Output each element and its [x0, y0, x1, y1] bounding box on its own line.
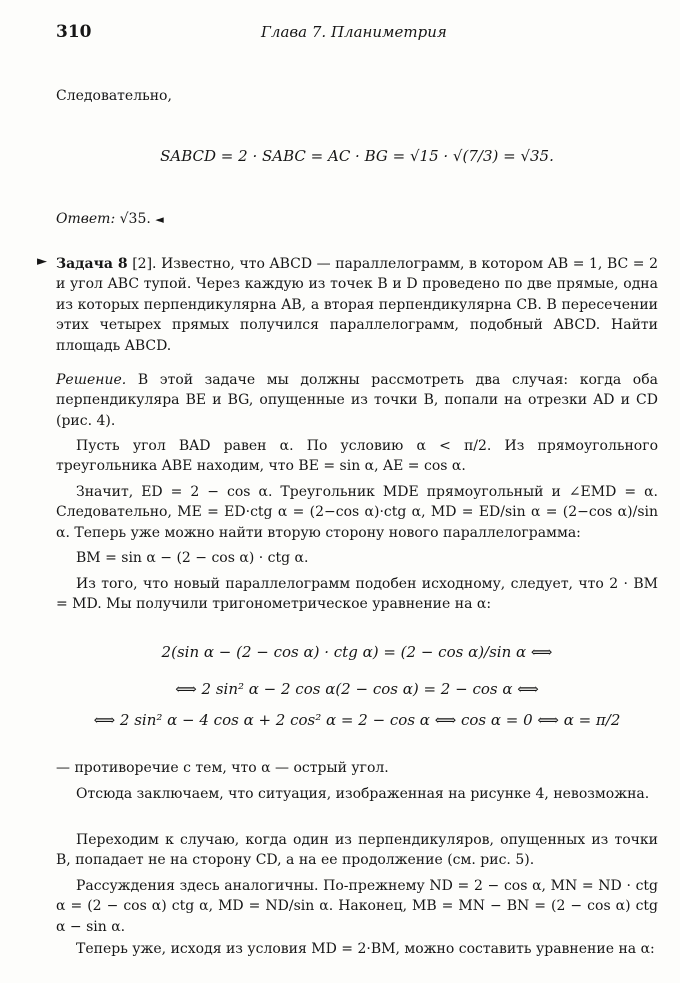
task-reference: [2]. [132, 256, 157, 272]
solution-label: Решение. [56, 372, 127, 388]
paragraph-teper: Теперь уже, исходя из условия MD = 2·BM, можно составить уравнение на α: [76, 941, 655, 957]
page-header [56, 22, 658, 46]
answer-line [56, 209, 658, 230]
task-marker-icon: ► [37, 254, 47, 269]
running-head: Глава 7. Планиметрия [261, 23, 447, 41]
paragraph-contradiction: — противоречие с тем, что α — острый угол. [56, 760, 389, 776]
task-text: Известно, что ABCD — параллелограмм, в котором AB = 1, BC = 2 и угол ABC тупой. Через каждую из точек B и D проведено по две прямые, одна из которых перпендикулярна AB, а вторая перпендикулярна CB. В пересечении этих четырех прямых получился параллелограмм, подобный ABCD. Найти площадь ABCD. [56, 256, 658, 354]
equation-line-2: ⟺ 2 sin² α − 2 cos α(2 − cos α) = 2 − cos α ⟺ [175, 680, 539, 698]
paragraph-otsyuda: Отсюда заключаем, что ситуация, изображенная на рисунке 4, невозможна. [76, 786, 650, 802]
solution-text: В этой задаче мы должны рассмотреть два случая: когда оба перпендикуляра BE и BG, опущенные из точки B, попали на отрезки AD и CD (рис. 4). [56, 372, 659, 429]
equation-bm: BM = sin α − (2 − cos α) · ctg α. [76, 550, 309, 566]
page-number: 310 [56, 22, 92, 42]
task-label: Задача 8 [56, 256, 128, 272]
equation-line-1: 2(sin α − (2 − cos α) · ctg α) = (2 − cos α)/sin α ⟺ [161, 643, 553, 661]
equation-area: SABCD = 2 · SABC = AC · BG = √15 · √(7/3) = √35. [160, 147, 554, 165]
equation-line-3: ⟺ 2 sin² α − 4 cos α + 2 cos² α = 2 − cos α ⟺ cos α = 0 ⟺ α = π/2 [93, 711, 621, 729]
paragraph-rassuzhdeniya: Рассуждения здесь аналогичны. По-прежнему ND = 2 − cos α, MN = ND · ctg α = (2 − cos α) ctg α, MD = ND/sin α. Наконец, MB = MN − BN = (2 − cos α) ctg α − sin α. [56, 878, 658, 935]
paragraph-iz-togo: Из того, что новый параллелограмм подобен исходному, следует, что 2 · BM = MD. Мы получили тригонометрическое уравнение на α: [56, 576, 658, 613]
end-marker-icon: ◄ [155, 213, 164, 226]
answer-value: √35. [119, 211, 151, 227]
paragraph-sledovatelno: Следовательно, [56, 88, 172, 104]
solution-paragraph [56, 370, 658, 431]
paragraph-perehod: Переходим к случаю, когда один из перпендикуляров, опущенных из точки B, попадает не на сторону CD, а на ее продолжение (см. рис. 5). [56, 832, 658, 869]
book-page [37, 22, 659, 957]
paragraph-znachit: Значит, ED = 2 − cos α. Треугольник MDE прямоугольный и ∠EMD = α. Следовательно, ME = ED·ctg α = (2−cos α)·ctg α, MD = ED/sin α = (2−cos α)/sin α. Теперь уже можно найти вторую сторону нового параллелограмма: [56, 484, 658, 541]
paragraph-angle: Пусть угол BAD равен α. По условию α < π/2. Из прямоугольного треугольника ABE находим, что BE = sin α, AE = cos α. [56, 438, 658, 475]
task-paragraph [56, 254, 658, 356]
task-block [37, 254, 658, 356]
answer-label: Ответ: [56, 211, 116, 227]
